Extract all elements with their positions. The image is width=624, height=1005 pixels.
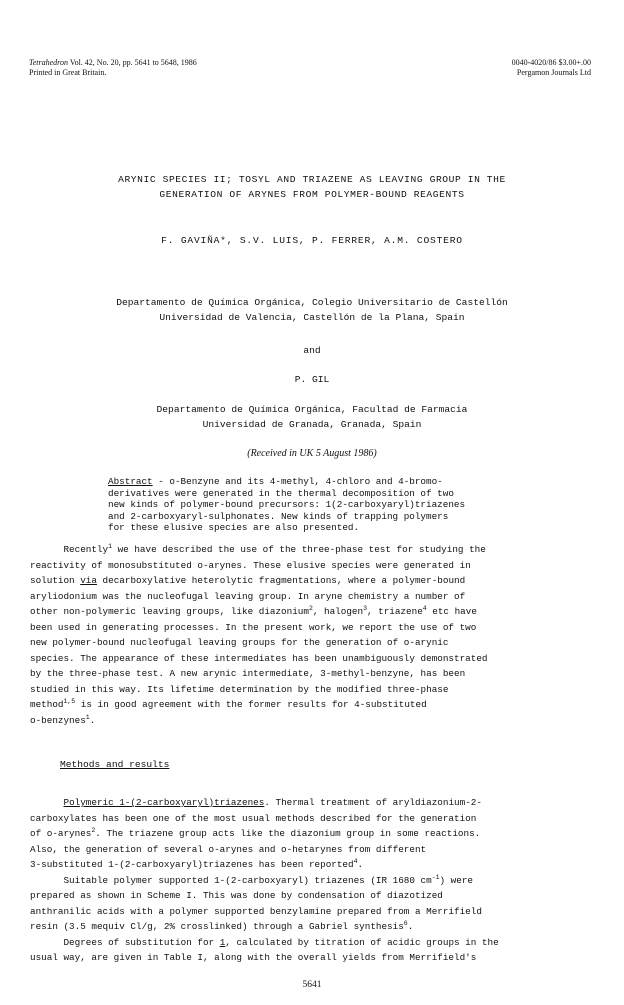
affiliation-1 <box>0 295 624 325</box>
section-heading: Methods and results <box>60 759 170 770</box>
volume-info: Vol. 42, No. 20, pp. 5641 to 5648, 1986 <box>69 58 197 67</box>
introduction-paragraph <box>30 542 598 728</box>
citation: 1,5 <box>63 698 76 705</box>
text: Also, the generation of several o-arynes and o-hetarynes from different <box>30 843 427 855</box>
text: . <box>357 859 364 870</box>
journal-name: Tetrahedron <box>29 58 68 67</box>
text: etc have <box>426 606 477 617</box>
text: new polymer-bound nucleofugal leaving groups for the generation of o-arynic <box>30 637 449 648</box>
citation: 1 <box>108 543 113 550</box>
affiliation-1-line-1: Departamento de Química Orgánica, Colegio Universitario de Castellón <box>116 297 508 308</box>
citation: 2 <box>308 605 313 612</box>
text: method <box>30 699 64 710</box>
publisher-name: Pergamon Journals Ltd <box>516 68 591 77</box>
citation: 4 <box>353 858 358 865</box>
results-paragraph <box>30 795 598 966</box>
publisher-info <box>512 58 591 78</box>
text: . Thermal treatment of aryldiazonium-2- <box>264 797 482 808</box>
text: other non-polymeric leaving groups, like diazonium <box>30 606 309 617</box>
text: of o-arynes <box>30 828 92 839</box>
abstract-line: new kinds of polymer-bound precursors: 1(2-carboxyaryl)triazenes <box>108 499 466 510</box>
text: reactivity of monosubstituted o-arynes. These elusive species were generated in <box>30 559 471 571</box>
text: Recently <box>30 544 109 555</box>
abstract-line: derivatives were generated in the thermal decomposition of two <box>108 487 454 499</box>
text: , halogen <box>312 606 364 617</box>
text: usual way, are given in Table I, along with the overall yields from Merrifield's <box>30 952 477 963</box>
text: been used in generating processes. In the present work, we report the use of two <box>30 621 477 633</box>
text: by the three-phase test. A new arynic intermediate, 3-methyl-benzyne, has been <box>30 668 466 679</box>
title-line-2: GENERATION OF ARYNES FROM POLYMER-BOUND REAGENTS <box>159 189 465 200</box>
text: resin (3.5 mequiv Cl/g, 2% crosslinked) through a Gabriel synthesis <box>30 921 404 932</box>
superscript: -1 <box>431 873 440 881</box>
text: carboxylates has been one of the most usual methods described for the generation <box>30 812 477 824</box>
text: ) were <box>439 874 473 886</box>
text: , triazene <box>366 606 423 617</box>
abstract-line: - o-Benzyne and its 4-methyl, 4-chloro and 4-bromo- <box>152 476 443 487</box>
text: . The triazene group acts like the diazonium group in some reactions. <box>95 828 481 839</box>
subsection-title: Polymeric 1-(2-carboxyaryl)triazenes <box>63 797 265 808</box>
text: we have described the use of the three-phase test for studying the <box>112 544 486 555</box>
and-separator: and <box>303 345 321 356</box>
affiliation-2 <box>0 402 624 432</box>
abstract <box>108 476 568 534</box>
text: . <box>407 921 414 932</box>
text: prepared as shown in Scheme I. This was done by condensation of diazotized <box>30 890 443 901</box>
received-date: (Received in UK 5 August 1986) <box>247 448 377 459</box>
text: 1 <box>219 936 226 948</box>
affiliation-2-line-1: Departamento de Química Orgánica, Facultad de Farmacia <box>156 404 468 415</box>
citation: 1 <box>85 713 90 721</box>
text: decarboxylative heterolytic fragmentations, where a polymer-bound <box>96 575 466 586</box>
citation: 2 <box>91 827 96 834</box>
citation: 3 <box>363 605 367 612</box>
citation: 4 <box>422 605 427 612</box>
text: anthranilic acids with a polymer supported benzylamine prepared from a Merrifield <box>30 905 482 917</box>
text: species. The appearance of these intermediates has been unambiguously demonstrated <box>30 652 488 664</box>
affiliation-2-line-2: Universidad de Granada, Granada, Spain <box>202 419 422 430</box>
printed-note: Printed in Great Britain. <box>29 68 107 77</box>
text: Suitable polymer supported 1-(2-carboxyaryl) triazenes (IR 1680 cm <box>30 874 432 886</box>
second-author: P. GIL <box>294 374 330 385</box>
title-line-1: ARYNIC SPECIES II; TOSYL AND TRIAZENE AS LEAVING GROUP IN THE <box>118 174 506 185</box>
text: 3-substituted 1-(2-carboxyaryl)triazenes has been reported <box>30 859 354 870</box>
text: , calculated by titration of acidic groups in the <box>225 936 499 948</box>
text: Degrees of substitution for <box>30 936 220 948</box>
journal-reference <box>29 58 197 78</box>
text: o-benzynes <box>30 714 86 726</box>
authors: F. GAVIÑA*, S.V. LUIS, P. FERRER, A.M. COSTERO <box>161 235 463 246</box>
abstract-label: Abstract <box>108 476 153 487</box>
abstract-line: for these elusive species are also presented. <box>108 522 360 533</box>
text: solution <box>30 575 81 586</box>
text: aryliodonium was the nucleofugal leaving group. In aryne chemistry a number of <box>30 590 466 602</box>
article-title <box>0 172 624 202</box>
abstract-line: and 2-carboxyaryl-sulphonates. New kinds of trapping polymers <box>108 510 449 522</box>
issn-code: 0040-4020/86 $3.00+.00 <box>511 58 591 67</box>
text: . <box>89 714 96 726</box>
text: is in good agreement with the former results for 4-substituted <box>75 699 427 710</box>
page-number: 5641 <box>302 980 322 990</box>
citation: 6 <box>403 920 408 927</box>
affiliation-1-line-2: Universidad de Valencia, Castellón de la Plana, Spain <box>159 312 465 323</box>
text: studied in this way. Its lifetime determination by the modified three-phase <box>30 683 449 695</box>
text: via <box>80 575 97 586</box>
